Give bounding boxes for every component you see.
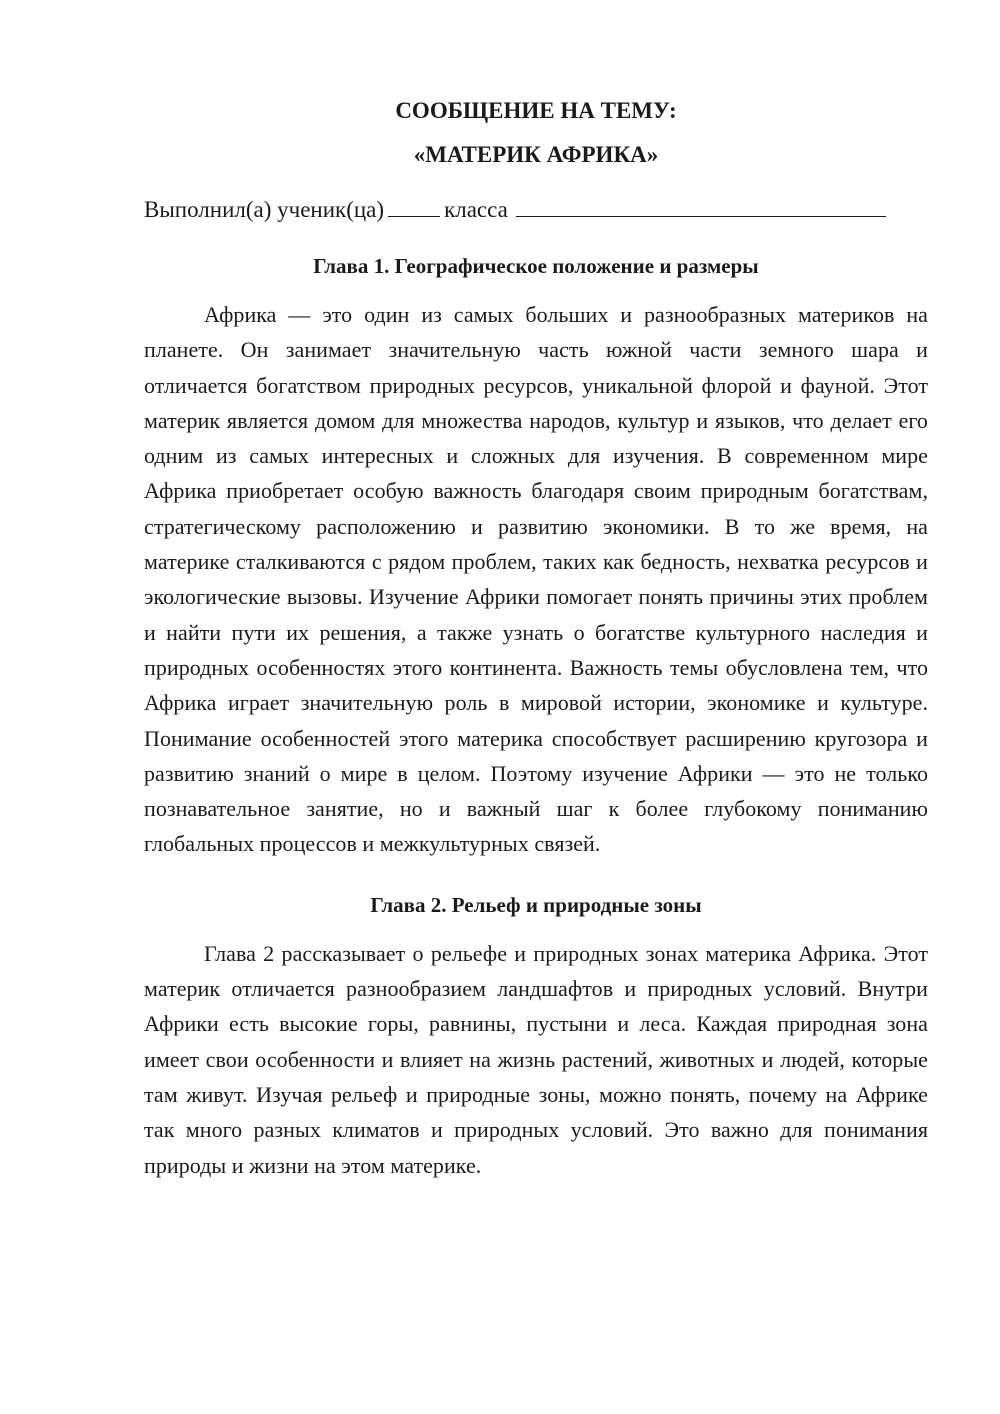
chapter-2-heading: Глава 2. Рельеф и природные зоны	[370, 892, 702, 917]
author-prefix: Выполнил(а) ученик(ца)	[144, 197, 385, 222]
chapter-2-text: Глава 2 рассказывает о рельефе и природных зонах материка Африка. Этот материк отличается разнообразием ландшафтов и природных условий. Внутри Африки есть высокие горы, равнины, пустыни и леса. Каждая природная зона имеет свои особенности и влияет на жизнь растений, животных и людей, которые там живут. Изучая рельеф и природные зоны, можно понять, почему на Африке так много разных климатов и природных условий. Это важно для понимания природы и жизни на этом материке.	[144, 940, 928, 1178]
document-title-line1: СООБЩЕНИЕ НА ТЕМУ:	[395, 98, 677, 123]
name-blank	[516, 194, 886, 217]
grade-blank	[388, 194, 440, 217]
author-line	[144, 194, 928, 225]
chapter-1-text: Африка — это один из самых больших и разнообразных материков на планете. Он занимает значительную часть южной части земного шара и отличается богатством природных ресурсов, уникальной флорой и фауной. Этот материк является домом для множества народов, культур и языков, что делает его одним из самых интересных и сложных для изучения. В современном мире Африка приобретает особую важность благодаря своим природным богатствам, стратегическому расположению и развитию экономики. В то же время, на материке сталкиваются с рядом проблем, таких как бедность, нехватка ресурсов и экологические вызовы. Изучение Африки помогает понять причины этих проблем и найти пути их решения, а также узнать о богатстве культурного наследия и природных особенностях этого континента. Важность темы обусловлена тем, что Африка играет значительную роль в мировой истории, экономике и культуре. Понимание особенностей этого материка способствует расширению кругозора и развитию знаний о мире в целом. Поэтому изучение Африки — это не только познавательное занятие, но и важный шаг к более глубокому пониманию глобальных процессов и межкультурных связей.	[144, 302, 928, 857]
document-page	[144, 96, 928, 1183]
document-title-line2: «МАТЕРИК АФРИКА»	[413, 142, 659, 167]
author-middle: класса	[444, 197, 508, 222]
chapter-1-heading: Глава 1. Географическое положение и размеры	[313, 254, 759, 278]
